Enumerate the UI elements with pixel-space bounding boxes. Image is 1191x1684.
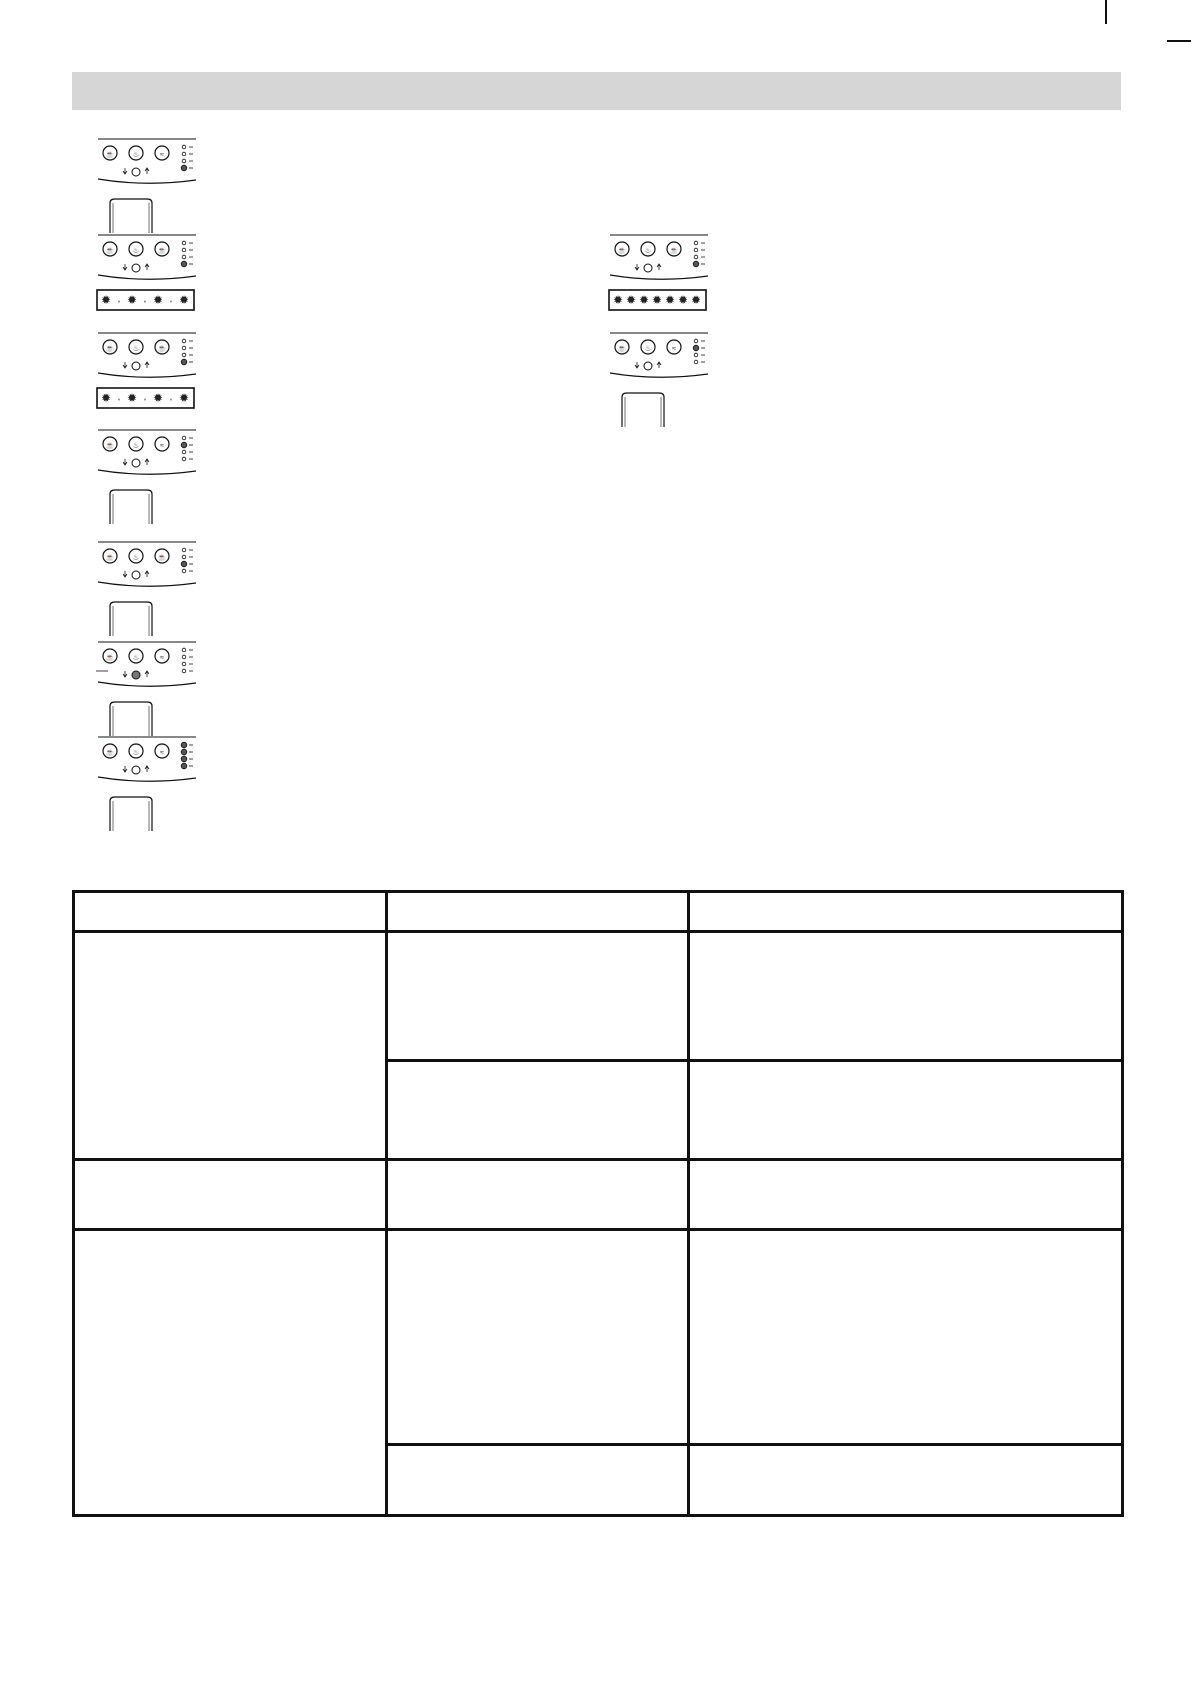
indicator-led [182, 145, 186, 149]
center-knob [132, 671, 140, 679]
cup-icon: ☕ [105, 749, 115, 757]
indicator-led [181, 756, 187, 762]
center-knob [132, 168, 140, 176]
solution-cell [689, 1445, 1123, 1516]
solution-cell [689, 1230, 1123, 1445]
problem-cell [74, 932, 387, 1160]
led-star-icon: • [117, 397, 121, 404]
up-arrow-icon [145, 264, 149, 270]
down-arrow-icon [123, 571, 127, 577]
panel-drawing [96, 540, 196, 638]
table-row [74, 932, 1123, 1061]
indicator-led [182, 339, 186, 343]
table-header-row [74, 892, 1123, 932]
flame-icon: ♨ [132, 442, 140, 450]
indicator-led [182, 648, 186, 652]
led-star-icon: ✹ [152, 391, 164, 405]
cup-icon: ☕ [105, 151, 115, 159]
indicator-led [181, 261, 187, 267]
down-arrow-icon [123, 362, 127, 368]
cup-icon: ☕ [105, 247, 115, 255]
led-star-icon: ✹ [178, 391, 190, 405]
center-knob [132, 362, 140, 370]
indicator-led [181, 165, 187, 171]
led-star-icon: ✹ [677, 293, 689, 307]
panel-bottom-edge [98, 275, 196, 279]
down-arrow-icon [123, 264, 127, 270]
led-star-icon: • [143, 397, 147, 404]
flame-icon: ♨ [644, 247, 652, 255]
solution-cell [689, 1160, 1123, 1230]
steam-icon: ≈ [160, 654, 164, 662]
indicator-led [182, 346, 186, 350]
indicator-led [181, 742, 187, 748]
down-arrow-icon [123, 459, 127, 465]
indicator-led [182, 436, 186, 440]
down-arrow-icon [635, 362, 639, 368]
center-knob [132, 264, 140, 272]
tea-icon: ☕ [157, 247, 167, 255]
indicator-led [694, 241, 698, 245]
handle-outline [110, 199, 152, 233]
flame-icon: ♨ [132, 554, 140, 562]
panel-drawing [608, 233, 708, 331]
panel-drawing [96, 233, 196, 331]
led-star-icon: • [169, 397, 173, 404]
indicator-led [693, 345, 699, 351]
crop-mark-right [1167, 40, 1191, 42]
control-panel-illustration [96, 428, 196, 526]
control-panel-illustration [96, 540, 196, 638]
cause-cell [387, 1230, 689, 1445]
panel-drawing [96, 735, 196, 833]
indicator-led [694, 353, 698, 357]
panel-drawing [96, 331, 196, 429]
indicator-led [694, 339, 698, 343]
steam-icon: ≈ [160, 442, 164, 450]
led-star-icon: ✹ [126, 293, 138, 307]
header-cause [387, 892, 689, 932]
section-header-bar [72, 72, 1121, 110]
led-star-icon: ✹ [152, 293, 164, 307]
center-knob [644, 264, 652, 272]
indicator-led [182, 662, 186, 666]
control-panel-illustration [608, 233, 708, 331]
led-star-icon: ✹ [651, 293, 663, 307]
problem-cell [74, 1230, 387, 1516]
flame-icon: ♨ [132, 345, 140, 353]
table-row [74, 1160, 1123, 1230]
cause-cell [387, 1160, 689, 1230]
down-arrow-icon [123, 168, 127, 174]
flame-icon: ♨ [132, 749, 140, 757]
panel-bottom-edge [98, 179, 196, 183]
header-solution [689, 892, 1123, 932]
control-panel-illustration [96, 137, 196, 235]
led-star-icon: ✹ [638, 293, 650, 307]
led-star-icon: ✹ [690, 293, 702, 307]
panel-bottom-edge [98, 777, 196, 781]
cup-icon: ☕ [105, 554, 115, 562]
panel-bottom-edge [98, 682, 196, 686]
indicator-led [182, 569, 186, 573]
indicator-led [694, 255, 698, 259]
solution-cell [689, 932, 1123, 1061]
control-panel-illustration [96, 331, 196, 429]
cause-cell [387, 1445, 689, 1516]
flame-icon: ♨ [132, 151, 140, 159]
control-panel-illustration [608, 331, 708, 429]
panel-bottom-edge [98, 373, 196, 377]
indicator-led [182, 457, 186, 461]
control-panel-illustration [96, 640, 196, 738]
panel-drawing [608, 331, 708, 429]
indicator-led [182, 669, 186, 673]
down-arrow-icon [123, 671, 127, 677]
handle-outline [110, 702, 152, 736]
indicator-led [182, 255, 186, 259]
led-star-icon: ✹ [126, 391, 138, 405]
panel-drawing [96, 428, 196, 526]
center-knob [644, 362, 652, 370]
led-star-icon: • [117, 299, 121, 306]
up-arrow-icon [145, 459, 149, 465]
flame-icon: ♨ [644, 345, 652, 353]
center-knob [132, 766, 140, 774]
handle-outline [622, 393, 664, 427]
panel-drawing [96, 137, 196, 235]
indicator-led [182, 450, 186, 454]
center-knob [132, 459, 140, 467]
led-star-icon: ✹ [664, 293, 676, 307]
led-star-icon: • [169, 299, 173, 306]
down-arrow-icon [635, 264, 639, 270]
panel-bottom-edge [98, 582, 196, 586]
solution-cell [689, 1061, 1123, 1160]
center-knob [132, 571, 140, 579]
tea-icon: ☕ [157, 554, 167, 562]
cause-cell [387, 932, 689, 1061]
down-arrow-icon [123, 766, 127, 772]
cup-icon: ☕ [617, 345, 627, 353]
header-problem [74, 892, 387, 932]
crop-mark-top [1105, 0, 1107, 24]
up-arrow-icon [145, 766, 149, 772]
led-star-icon: ✹ [100, 391, 112, 405]
led-star-icon: • [143, 299, 147, 306]
cup-icon: ☕ [617, 247, 627, 255]
steam-icon: ≈ [672, 345, 676, 353]
flame-icon: ♨ [132, 247, 140, 255]
flame-icon: ♨ [132, 654, 140, 662]
steam-icon: ≈ [160, 151, 164, 159]
indicator-led [181, 561, 187, 567]
panel-bottom-edge [98, 470, 196, 474]
panel-bottom-edge [610, 373, 708, 377]
problem-cell [74, 1160, 387, 1230]
indicator-led [693, 261, 699, 267]
up-arrow-icon [145, 168, 149, 174]
up-arrow-icon [145, 362, 149, 368]
cup-icon: ☕ [105, 442, 115, 450]
led-star-icon: ✹ [625, 293, 637, 307]
cup-icon: ☕ [105, 654, 115, 662]
up-arrow-icon [145, 671, 149, 677]
control-panel-illustration [96, 233, 196, 331]
handle-outline [110, 490, 152, 524]
indicator-led [182, 555, 186, 559]
troubleshooting-table [72, 890, 1121, 1514]
indicator-led [182, 353, 186, 357]
cup-icon: ☕ [105, 345, 115, 353]
up-arrow-icon [657, 362, 661, 368]
indicator-led [182, 655, 186, 659]
indicator-led [694, 360, 698, 364]
handle-outline [110, 797, 152, 831]
table-row [74, 1230, 1123, 1445]
panel-bottom-edge [610, 275, 708, 279]
indicator-led [181, 749, 187, 755]
indicator-led [181, 359, 187, 365]
indicator-led [182, 548, 186, 552]
up-arrow-icon [145, 571, 149, 577]
tea-icon: ☕ [669, 247, 679, 255]
control-panel-illustration [96, 735, 196, 833]
indicator-led [182, 152, 186, 156]
indicator-led [182, 241, 186, 245]
indicator-led [181, 442, 187, 448]
handle-outline [110, 602, 152, 636]
led-star-icon: ✹ [100, 293, 112, 307]
steam-icon: ≈ [160, 749, 164, 757]
led-star-icon: ✹ [612, 293, 624, 307]
cause-cell [387, 1061, 689, 1160]
indicator-led [182, 159, 186, 163]
tea-icon: ☕ [157, 345, 167, 353]
panel-drawing [96, 640, 196, 738]
indicator-led [182, 248, 186, 252]
indicator-led [694, 248, 698, 252]
up-arrow-icon [657, 264, 661, 270]
indicator-led [181, 763, 187, 769]
led-star-icon: ✹ [178, 293, 190, 307]
